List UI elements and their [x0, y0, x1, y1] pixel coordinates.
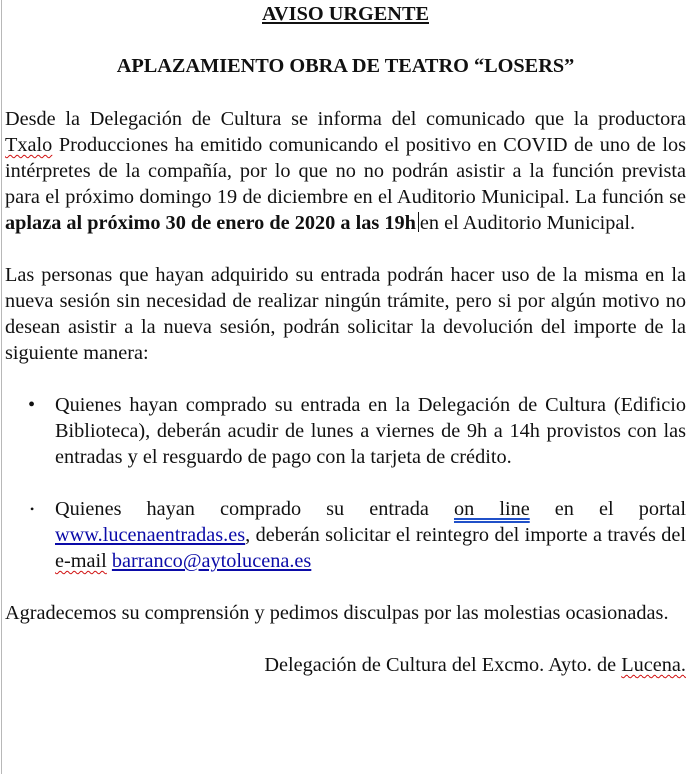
online-text-c: , deberán solicitar el reintegro del importe a través del: [245, 524, 686, 546]
list-item-library: [5, 392, 686, 470]
text-cursor: [418, 212, 419, 232]
portal-link[interactable]: www.lucenaentradas.es: [55, 524, 246, 546]
intro-paragraph: [5, 106, 686, 236]
notice-subtitle: APLAZAMIENTO OBRA DE TEATRO “LOSERS”: [116, 55, 575, 77]
list-item-online: [5, 496, 686, 574]
closing-paragraph: Agradecemos su comprensión y pedimos disculpas por las molestias ocasionadas.: [5, 602, 669, 624]
grammar-flag-on-line: on line: [453, 498, 530, 520]
page-left-border: [1, 0, 2, 774]
bullet-icon: •: [30, 502, 35, 516]
refund-paragraph: Las personas que hayan adquirido su entrada podrán hacer uso de la misma en la nueva sesión sin necesidad de realizar ningún trámite, pero si por algún motivo no desean asistir a la nueva sesión, podrán solicitar la devolución del importe de la siguiente manera:: [5, 264, 686, 364]
email-link[interactable]: barranco@aytolucena.es: [111, 550, 312, 572]
signature-text: Delegación de Cultura del Excmo. Ayto. de: [264, 654, 622, 676]
bullet-icon: •: [28, 394, 36, 416]
intro-text-b: Producciones ha emitido comunicando el positivo en COVID de uno de los intérpretes de la compañía, por lo que no no podrán asistir a la función prevista para el próximo domingo 19 de diciembre en el Auditorio Municipal. La función se: [5, 134, 686, 208]
refund-options-list: [5, 392, 686, 574]
spellcheck-word-lucena: Lucena.: [621, 654, 686, 676]
notice-title: AVISO URGENTE: [262, 3, 429, 25]
intro-text-a: Desde la Delegación de Cultura se informa del comunicado que la productora: [5, 108, 686, 130]
signature-line: [5, 652, 686, 678]
document-body[interactable]: [5, 0, 686, 678]
intro-text-c: en el Auditorio Municipal.: [419, 212, 636, 234]
online-text-b: en el portal: [529, 498, 687, 520]
list-item-library-text: Quienes hayan comprado su entrada en la Delegación de Cultura (Edificio Biblioteca), deberán acudir de lunes a viernes de 9h a 14h provistos con las entradas y el resguardo de pago con la tarjeta de crédito.: [55, 394, 686, 468]
online-text-a: Quienes hayan comprado su entrada: [55, 498, 454, 520]
spellcheck-word-txalo: Txalo: [5, 134, 53, 156]
postponed-date: aplaza al próximo 30 de enero de 2020 a las 19h: [5, 212, 416, 234]
spellcheck-word-email: e-mail: [55, 550, 107, 572]
